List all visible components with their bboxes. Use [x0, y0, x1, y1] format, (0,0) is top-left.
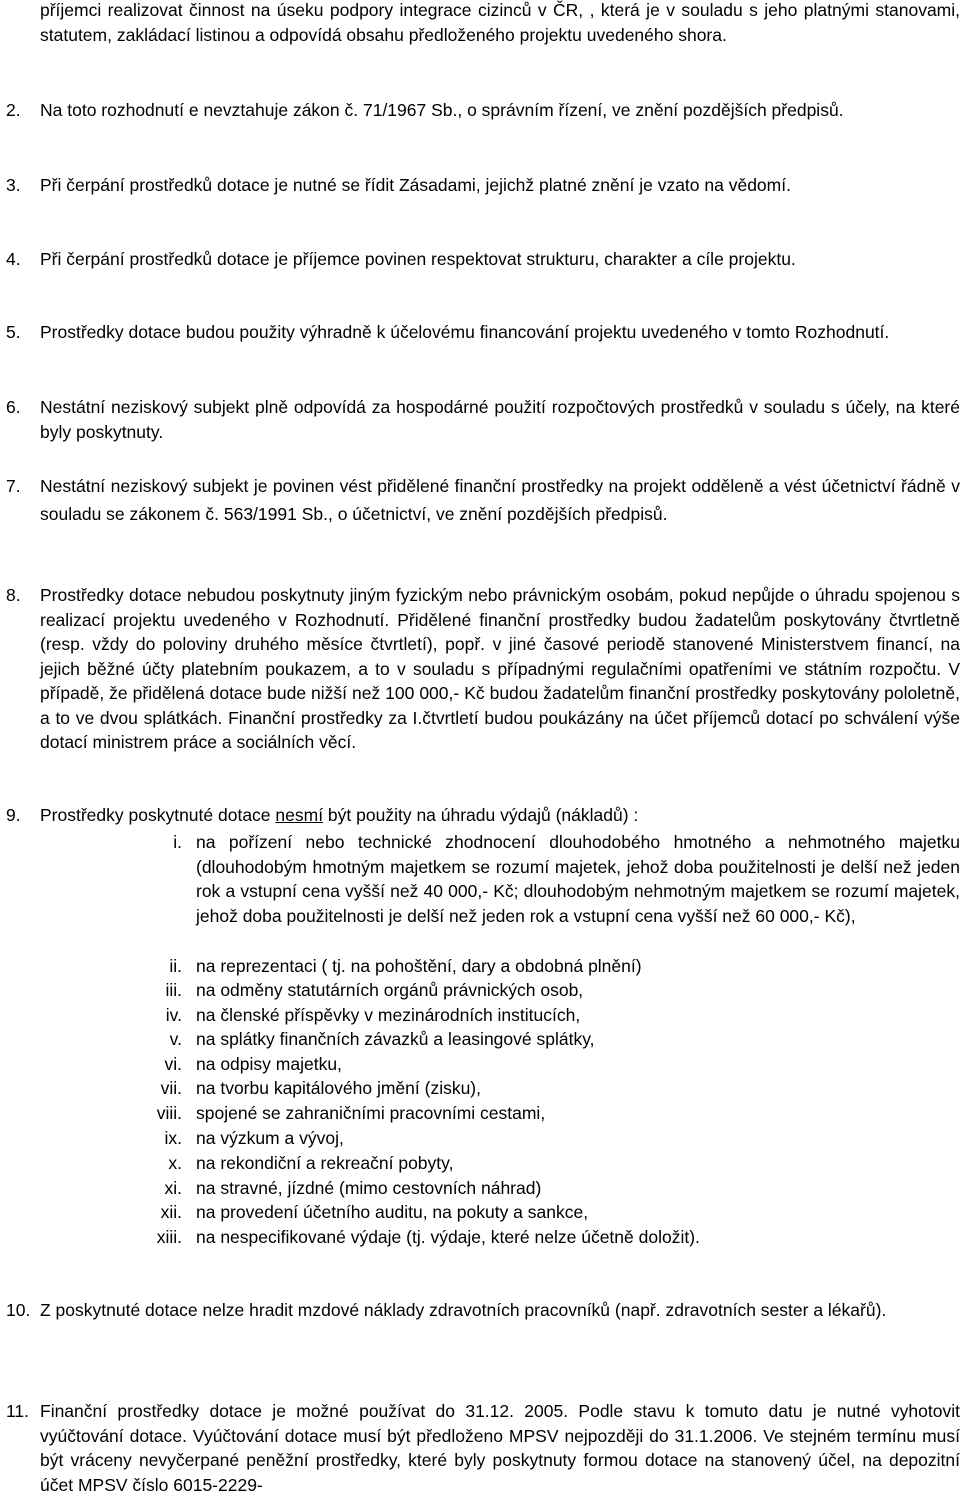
subitem-number: xii. — [160, 1202, 182, 1222]
subitem-number: ix. — [164, 1128, 182, 1148]
subitem-number: xi. — [164, 1178, 182, 1198]
item-text-after: být použity na úhradu výdajů (nákladů) : — [323, 805, 639, 825]
subitem-x — [168, 1151, 960, 1176]
item-text: Finanční prostředky dotace je možné používat do 31.12. 2005. Podle stavu k tomuto datu je nutné vyhotovit vyúčtování dotace. Vyúčtování dotace musí být předloženo MPSV nejpozději do 31.1.2006. Ve stejném termínu musí být vráceny nevyčerpané peněžní prostředky, které byly poskytnuty formou dotace na stanovený účel, na depozitní účet MPSV číslo 6015-2229- — [40, 1401, 960, 1495]
subitem-text: spojené se zahraničními pracovními cestami, — [196, 1103, 546, 1123]
item-number: 10. — [6, 1300, 31, 1320]
item-4 — [6, 247, 960, 272]
subitem-iii — [165, 978, 960, 1003]
subitem-number: vi. — [164, 1054, 182, 1074]
item-10 — [6, 1298, 960, 1323]
item-number: 7. — [6, 476, 21, 496]
subitem-text: na odměny statutárních orgánů právnických osob, — [196, 980, 584, 1000]
subitem-text: na reprezentaci ( tj. na pohoštění, dary a obdobná plnění) — [196, 956, 642, 976]
item-6 — [6, 395, 960, 444]
item-9 — [6, 803, 960, 828]
intro-text: příjemci realizovat činnost na úseku podpory integrace cizinců v ČR, , která je v souladu s jeho platnými stanovami, statutem, zakládací listinou a odpovídá obsahu předloženého projektu uvedeného shora. — [40, 0, 960, 45]
item-text: Prostředky dotace budou použity výhradně k účelovému financování projektu uvedeného v tomto Rozhodnutí. — [40, 322, 890, 342]
subitem-xiii — [156, 1225, 960, 1250]
item-text-before: Prostředky poskytnuté dotace — [40, 805, 276, 825]
item-text: Prostředky dotace nebudou poskytnuty jiným fyzickým nebo právnickým osobám, pokud nepůjde o úhradu spojenou s realizací projektu uvedeného v Rozhodnutí. Přidělené finanční prostředky budou žadatelům poskytovány čtvrtletně (resp. vždy do poloviny druhého měsíce čtvrtletí), popř. v jiné časové periodě stanovené Ministerstvem financí, na jejich běžné účty platebním poukazem, a to v souladu s případnými regulačními opatřeními ve státním rozpočtu. V případě, že přidělená dotace bude nižší než 100 000,- Kč budou žadatelům finanční prostředky poskytovány pololetně, a to ve dvou splátkách. Finanční prostředky za I.čtvrtletí budou poukázány na účet příjemců dotací po schválení výše dotací ministrem práce a sociálních věcí. — [40, 585, 960, 752]
subitem-xii — [160, 1200, 960, 1225]
subitem-text: na odpisy majetku, — [196, 1054, 342, 1074]
subitem-ii — [169, 954, 960, 979]
subitem-number: xiii. — [156, 1227, 182, 1247]
item-number: 9. — [6, 805, 21, 825]
item-number: 3. — [6, 175, 21, 195]
item-3 — [6, 173, 960, 198]
subitem-text: na výzkum a vývoj, — [196, 1128, 344, 1148]
subitem-number: iii. — [165, 980, 182, 1000]
underlined-word: nesmí — [275, 805, 324, 825]
intro-paragraph — [40, 0, 960, 47]
item-number: 5. — [6, 322, 21, 342]
subitem-number: iv. — [165, 1005, 182, 1025]
subitem-text: na splátky finančních závazků a leasingové splátky, — [196, 1029, 595, 1049]
subitem-text: na rekondiční a rekreační pobyty, — [196, 1153, 454, 1173]
item-11 — [6, 1399, 960, 1497]
item-text — [40, 803, 960, 828]
item-number: 6. — [6, 397, 21, 417]
subitem-vii — [160, 1076, 960, 1101]
item-number: 8. — [6, 585, 21, 605]
subitem-number: ii. — [169, 956, 182, 976]
subitem-xi — [164, 1176, 960, 1201]
subitem-number: v. — [169, 1029, 182, 1049]
item-text: Z poskytnuté dotace nelze hradit mzdové náklady zdravotních pracovníků (např. zdravotních sester a lékařů). — [40, 1300, 887, 1320]
subitem-text: na stravné, jízdné (mimo cestovních náhrad) — [196, 1178, 542, 1198]
item-5 — [6, 320, 960, 345]
subitem-ix — [164, 1126, 960, 1151]
item-text: Nestátní neziskový subjekt je povinen vést přidělené finanční prostředky na projekt odděleně a vést účetnictví řádně v souladu se zákonem č. 563/1991 Sb., o účetnictví, ve znění pozdějších předpisů. — [40, 476, 960, 524]
subitem-i — [173, 830, 960, 928]
subitem-number: x. — [168, 1153, 182, 1173]
item-number: 2. — [6, 100, 21, 120]
subitem-iv — [165, 1003, 960, 1028]
item-number: 4. — [6, 249, 21, 269]
subitem-text: na členské příspěvky v mezinárodních institucích, — [196, 1005, 581, 1025]
item-text: Nestátní neziskový subjekt plně odpovídá za hospodárné použití rozpočtových prostředků v souladu s účely, na které byly poskytnuty. — [40, 397, 960, 442]
subitem-text: na provedení účetního auditu, na pokuty a sankce, — [196, 1202, 589, 1222]
subitem-number: i. — [173, 832, 182, 852]
subitem-text: na nespecifikované výdaje (tj. výdaje, které nelze účetně doložit). — [196, 1227, 700, 1247]
subitem-number: vii. — [160, 1078, 182, 1098]
subitem-text: na tvorbu kapitálového jmění (zisku), — [196, 1078, 481, 1098]
subitem-vi — [164, 1052, 960, 1077]
item-text: Při čerpání prostředků dotace je nutné se řídit Zásadami, jejichž platné znění je vzato na vědomí. — [40, 175, 791, 195]
item-7 — [6, 472, 960, 528]
item-text: Na toto rozhodnutí e nevztahuje zákon č. 71/1967 Sb., o správním řízení, ve znění pozdějších předpisů. — [40, 100, 844, 120]
subitem-v — [169, 1027, 960, 1052]
item-8 — [6, 583, 960, 755]
item-number: 11. — [6, 1401, 30, 1421]
subitem-number: viii. — [156, 1103, 182, 1123]
subitem-viii — [156, 1101, 960, 1126]
item-2 — [6, 98, 960, 123]
item-text: Při čerpání prostředků dotace je příjemce povinen respektovat strukturu, charakter a cíle projektu. — [40, 249, 796, 269]
subitem-text: na pořízení nebo technické zhodnocení dlouhodobého hmotného a nehmotného majetku (dlouhodobým hmotným majetkem se rozumí majetek, jehož doba použitelnosti je delší než jeden rok a vstupní cena vyšší než 40 000,- Kč; dlouhodobým nehmotným majetkem se rozumí majetek, jehož doba použitelnosti je delší než jeden rok a vstupní cena vyšší než 60 000,- Kč), — [196, 832, 960, 926]
